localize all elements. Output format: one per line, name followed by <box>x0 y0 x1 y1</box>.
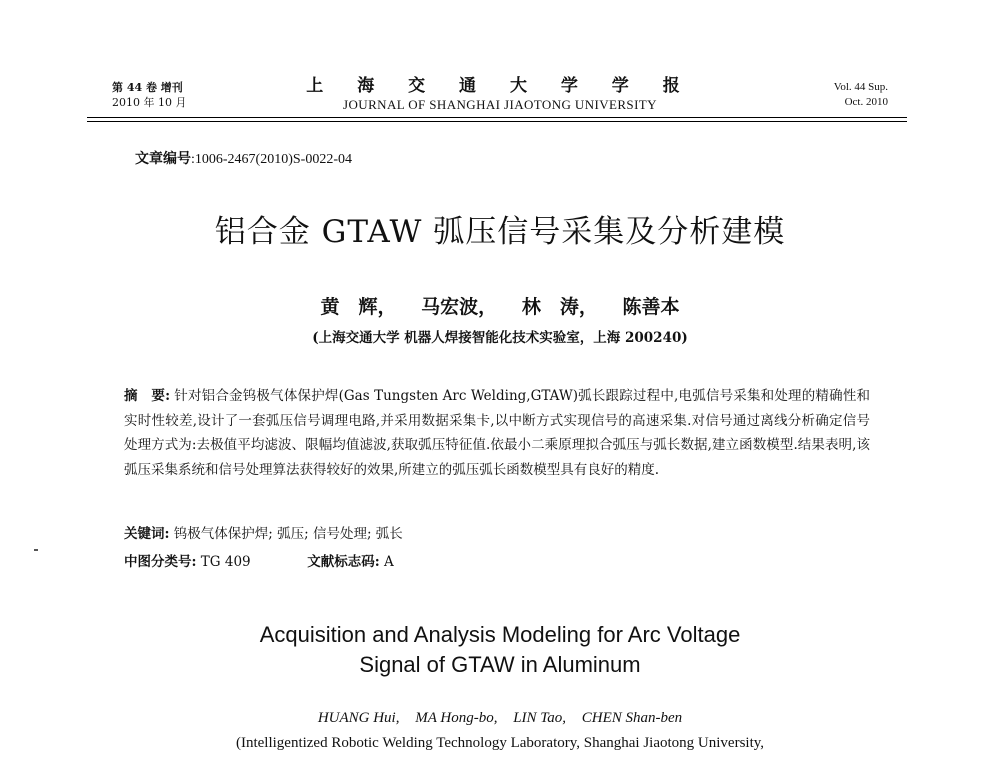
header-rule-thick <box>87 117 907 118</box>
author-cn: 黄 辉， <box>320 296 397 318</box>
date-cn: 2010 年 10 月 <box>112 96 187 109</box>
journal-title-en: JOURNAL OF SHANGHAI JIAOTONG UNIVERSITY <box>343 97 657 112</box>
paper-title-en <box>0 620 1000 680</box>
journal-title-cn: 上 海 交 通 大 学 学 报 <box>306 76 694 96</box>
title-en-line2: Signal of GTAW in Aluminum <box>359 652 641 677</box>
affiliation-en: (Intelligentized Robotic Welding Technology Laboratory, Shanghai Jiaotong University, <box>235 735 765 751</box>
title-en-line1: Acquisition and Analysis Modeling for Arc Voltage <box>259 622 741 647</box>
header-left <box>112 80 186 110</box>
keywords-label: 关键词: <box>124 526 170 542</box>
classification-line <box>124 552 870 572</box>
clc-value: TG 409 <box>200 554 251 570</box>
margin-mark <box>34 549 38 551</box>
author-en: HUANG Hui, <box>317 710 400 726</box>
article-number-label: 文章编号 <box>135 151 191 167</box>
affiliation-cn: (上海交通大学 机器人焊接智能化技术实验室，上海 200240) <box>312 330 688 346</box>
header-rule-thin <box>87 121 907 122</box>
date-en: Oct. 2010 <box>844 96 888 108</box>
keywords-text: 钨极气体保护焊; 弧压; 信号处理; 弧长 <box>173 526 403 542</box>
author-cn: 陈善本 <box>622 296 680 318</box>
header-right <box>834 80 888 110</box>
volume-en: Vol. 44 Sup. <box>833 81 888 93</box>
paper-title-cn: 铝合金 GTAW 弧压信号采集及分析建模 <box>214 214 786 250</box>
doc-code-value: A <box>384 554 394 570</box>
volume-cn: 第 44 卷 增刊 <box>112 81 183 94</box>
author-cn: 马宏波， <box>421 296 498 318</box>
doc-code-label: 文献标志码: <box>307 554 380 570</box>
abstract-label: 摘 要: <box>124 388 171 404</box>
author-en: CHEN Shan-ben <box>581 710 683 726</box>
abstract-text: 针对铝合金钨极气体保护焊(Gas Tungsten Arc Welding,GTAW)弧长跟踪过程中,电弧信号采集和处理的精确性和实时性较差,设计了一套弧压信号调理电路,并采用数据采集卡,以中断方式实现信号的高速采集.对信号通过离线分析确定信号处理方式为:去极值平均滤波、限幅均值滤波,获取弧压特征值.依最小二乘原理拟合弧压与弧长数据,建立函数模型.结果表明,该弧压采集系统和信号处理算法获得较好的效果,所建立的弧压弧长函数模型具有良好的精度. <box>124 388 871 478</box>
keywords-cn <box>124 524 870 544</box>
journal-header <box>290 76 710 114</box>
author-en: LIN Tao, <box>513 710 567 726</box>
author-cn: 林 涛， <box>521 296 598 318</box>
authors-cn <box>0 292 1000 319</box>
abstract-cn <box>124 384 870 482</box>
article-number <box>135 148 352 168</box>
author-en: MA Hong-bo, <box>415 710 498 726</box>
article-number-value: :1006-2467(2010)S-0022-04 <box>191 152 352 167</box>
authors-en <box>0 710 1000 727</box>
clc-label: 中图分类号: <box>124 554 197 570</box>
